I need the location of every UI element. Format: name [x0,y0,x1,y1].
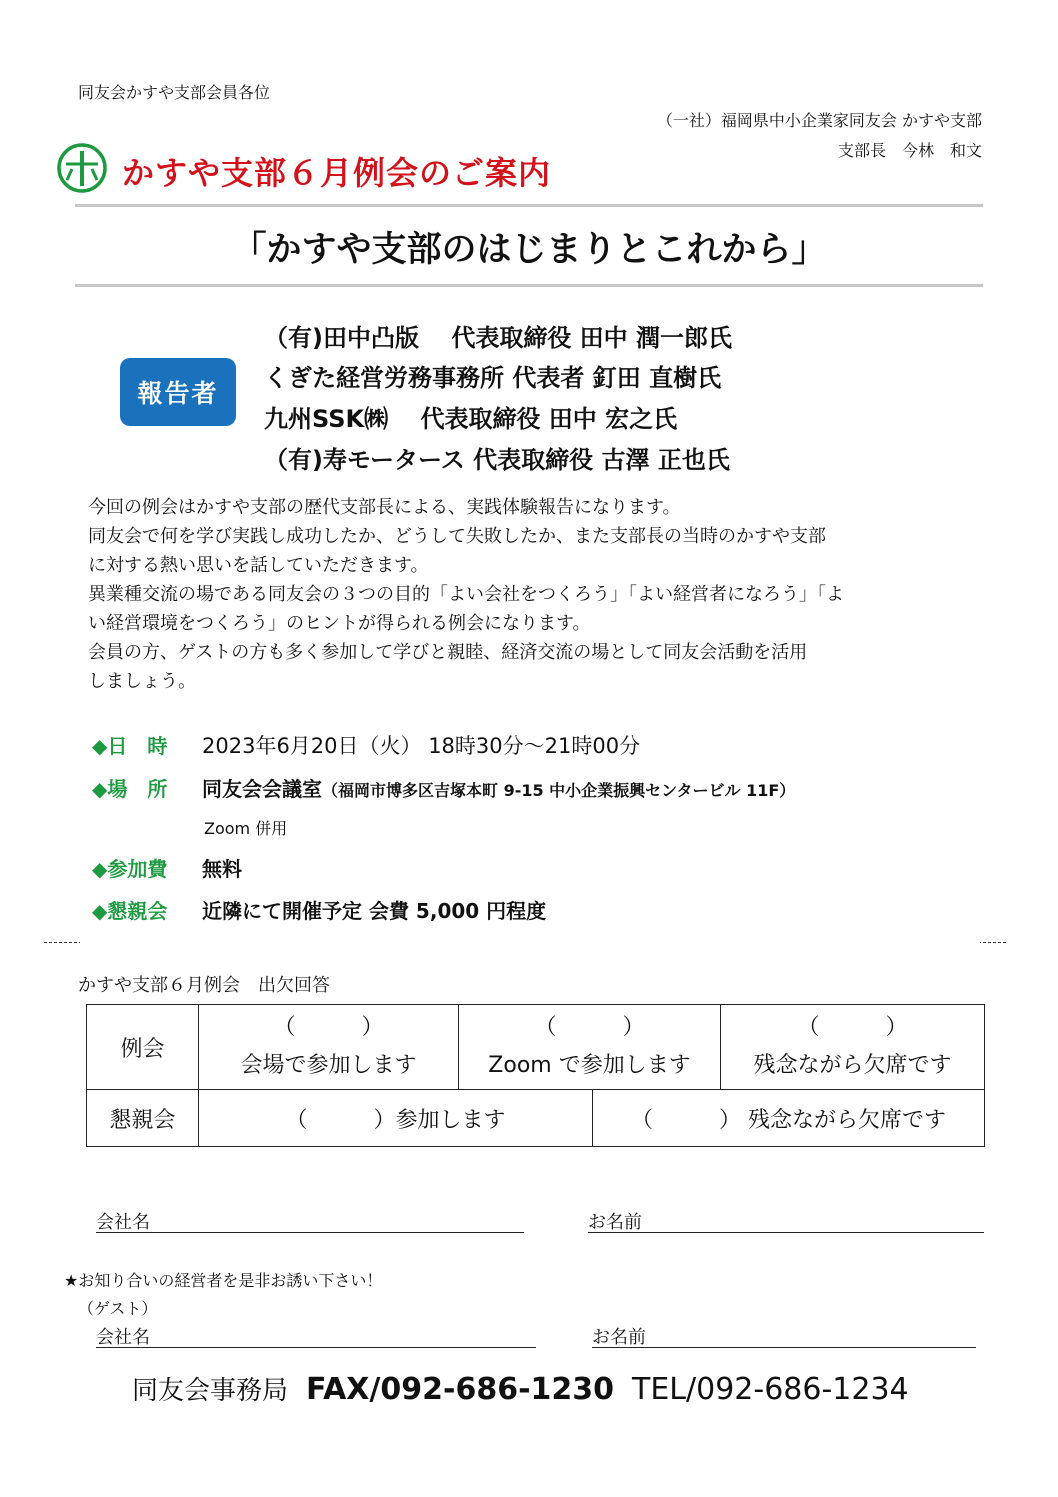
datetime-value: 2023年6月20日（火） 18時30分～21時00分 [202,734,641,758]
place-label: ◆場 所 [92,777,168,801]
tel-number: TEL/092-686-1234 [632,1372,909,1407]
party-option-absent[interactable]: （ ） 残念ながら欠席です [593,1090,985,1147]
option-label: 会場で参加します [240,1053,417,1078]
description-line: い経営環境をつくろう」のヒントが得られる例会になります。 [88,613,591,634]
place-value: 同友会会議室 [202,777,322,801]
datetime-label: ◆日 時 [92,734,168,758]
fax-number: FAX/092-686-1230 [306,1372,615,1407]
checkbox-paren: （ ） [534,1015,645,1040]
company-label: 会社名 [96,1212,150,1233]
fee-value: 無料 [202,857,242,881]
party-label: ◆懇親会 [92,899,168,923]
party-row-label: 懇親会 [87,1090,199,1147]
checkbox-paren: （ ） [273,1015,384,1040]
divider-top [75,204,983,207]
doyukai-logo-icon [56,142,108,194]
party-value: 近隣にて開催予定 会費 5,000 円程度 [202,899,547,923]
invite-note: ★お知り合いの経営者を是非お誘い下さい！ [64,1271,383,1290]
description-line: 会員の方、ゲストの方も多く参加して学びと親睦、経済交流の場として同友会活動を活用 [88,642,808,663]
office-name: 同友会事務局 [132,1376,289,1406]
description [88,493,844,696]
organization-name: （一社）福岡県中小企業家同友会 かすや支部 [656,111,982,130]
name-field[interactable] [588,1232,984,1233]
meeting-option-absent[interactable] [721,1005,985,1090]
detail-party [92,895,546,924]
guest-company-label: 会社名 [96,1327,150,1348]
place-extra: Zoom 併用 [204,819,288,838]
reporter-badge: 報告者 [120,358,236,426]
guest-name-field[interactable] [592,1347,976,1348]
description-line: 異業種交流の場である同友会の３つの目的「よい会社をつくろう」「よい経営者になろう」「よ [88,584,844,605]
detail-datetime [92,730,640,760]
office-contact [132,1370,909,1407]
description-line: 今回の例会はかすや支部の歴代支部長による、実践体験報告になります。 [88,497,681,518]
branch-chief: 支部長 今林 和文 [837,141,982,160]
reporter-1: （有)田中凸版 代表取締役 田中 潤一郎氏 [264,324,733,352]
name-label: お名前 [588,1212,642,1233]
detail-fee [92,853,242,882]
guest-name-label: お名前 [592,1327,646,1348]
addressee: 同友会かすや支部会員各位 [78,83,271,102]
detail-place [92,773,795,802]
option-label: 残念ながら欠席です [753,1053,952,1078]
meeting-label: 例会 [87,1005,199,1090]
attendance-table [86,1004,985,1147]
description-line: しましょう。 [88,671,196,692]
reporter-2: くぎた経営労務事務所 代表者 釘田 直樹氏 [264,364,722,392]
party-option-attend[interactable]: （ ）参加します [199,1090,593,1147]
divider-bottom [75,284,983,287]
page-title: かすや支部６月例会のご案内 [122,154,552,192]
guest-label: （ゲスト） [78,1299,158,1318]
meeting-option-zoom[interactable] [459,1005,721,1090]
place-address: （福岡市博多区吉塚本町 9-15 中小企業振興センタービル 11F） [322,781,796,800]
guest-company-field[interactable] [96,1347,536,1348]
reply-title: かすや支部６月例会 出欠回答 [78,975,330,996]
meeting-option-venue[interactable] [199,1005,459,1090]
reporter-3: 九州SSK㈱ 代表取締役 田中 宏之氏 [264,405,678,433]
fee-label: ◆参加費 [92,857,168,881]
company-field[interactable] [96,1232,524,1233]
description-line: 同友会で何を学び実践し成功したか、どうして失敗したか、また支部長の当時のかすや支部 [88,526,826,547]
reporter-4: （有)寿モータース 代表取締役 古澤 正也氏 [264,446,730,474]
option-label: Zoom で参加します [488,1053,691,1078]
event-theme: 「かすや支部のはじまりとこれから」 [231,230,827,270]
description-line: に対する熱い思いを話していただきます。 [88,555,429,576]
cut-line-gap [80,938,980,946]
checkbox-paren: （ ） [797,1015,908,1040]
